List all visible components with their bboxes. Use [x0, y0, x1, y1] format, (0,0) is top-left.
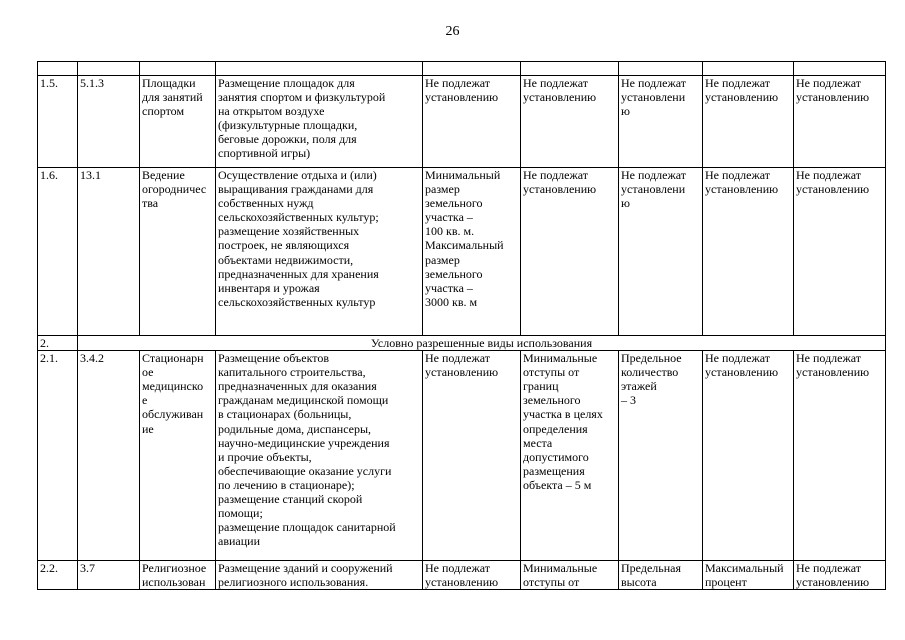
- header-cell: [216, 62, 423, 76]
- building-coverage-limits: Не подлежат установлению: [703, 76, 794, 168]
- setback-limits: Не подлежат установлению: [521, 168, 619, 336]
- floors-height-limits: Не подлежат установлени ю: [619, 76, 703, 168]
- zoning-regulations-table: [37, 61, 886, 590]
- plot-size-limits: Не подлежат установлению: [423, 351, 521, 561]
- header-cell: [78, 62, 140, 76]
- use-name: Ведение огородничес тва: [140, 168, 216, 336]
- setback-limits: Не подлежат установлению: [521, 76, 619, 168]
- header-cell: [423, 62, 521, 76]
- page-number: 26: [445, 24, 460, 39]
- table-row: [38, 561, 886, 590]
- use-code: 5.1.3: [78, 76, 140, 168]
- other-parameters: Не подлежат установлению: [794, 351, 886, 561]
- building-coverage-limits: Не подлежат установлению: [703, 168, 794, 336]
- use-name: Стационарн ое медицинско е обслуживан ие: [140, 351, 216, 561]
- use-code: 3.7: [78, 561, 140, 590]
- plot-size-limits: Минимальный размер земельного участка – 100 кв. м. Максимальный размер земельного участка – 3000 кв. м: [423, 168, 521, 336]
- table-row: [38, 76, 886, 168]
- building-coverage-limits: Не подлежат установлению: [703, 351, 794, 561]
- use-code: 13.1: [78, 168, 140, 336]
- row-number: 1.5.: [38, 76, 78, 168]
- header-cell: [703, 62, 794, 76]
- other-parameters: Не подлежат установлению: [794, 168, 886, 336]
- floors-height-limits: Предельное количество этажей – 3: [619, 351, 703, 561]
- building-coverage-limits: Максимальный процент: [703, 561, 794, 590]
- use-name: Религиозное использован: [140, 561, 216, 590]
- use-description: Размещение зданий и сооружений религиозного использования.: [216, 561, 423, 590]
- use-description: Осуществление отдыха и (или) выращивания гражданами для собственных нужд сельскохозяйственных культур; размещение хозяйственных построек, не являющихся объектами недвижимости, предназначенных для хранения инвентаря и урожая сельскохозяйственных культур: [216, 168, 423, 336]
- use-description: Размещение площадок для занятия спортом и физкультурой на открытом воздухе (физкультурные площадки, беговые дорожки, поля для спортивной игры): [216, 76, 423, 168]
- setback-limits: Минимальные отступы от: [521, 561, 619, 590]
- section-number: 2.: [38, 336, 78, 351]
- table-header-row: [38, 62, 886, 76]
- row-number: 2.1.: [38, 351, 78, 561]
- table-row: [38, 168, 886, 336]
- table-body: [38, 62, 886, 590]
- plot-size-limits: Не подлежат установлению: [423, 561, 521, 590]
- header-cell: [38, 62, 78, 76]
- header-cell: [619, 62, 703, 76]
- floors-height-limits: Не подлежат установлени ю: [619, 168, 703, 336]
- section-row: [38, 336, 886, 351]
- floors-height-limits: Предельная высота: [619, 561, 703, 590]
- other-parameters: Не подлежат установлению: [794, 561, 886, 590]
- setback-limits: Минимальные отступы от границ земельного участка в целях определения места допустимого размещения объекта – 5 м: [521, 351, 619, 561]
- row-number: 1.6.: [38, 168, 78, 336]
- other-parameters: Не подлежат установлению: [794, 76, 886, 168]
- plot-size-limits: Не подлежат установлению: [423, 76, 521, 168]
- header-cell: [521, 62, 619, 76]
- row-number: 2.2.: [38, 561, 78, 590]
- section-title: Условно разрешенные виды использования: [78, 336, 886, 351]
- use-name: Площадки для занятий спортом: [140, 76, 216, 168]
- header-cell: [794, 62, 886, 76]
- use-description: Размещение объектов капитального строительства, предназначенных для оказания гражданам медицинской помощи в стационарах (больницы, родильные дома, диспансеры, научно-медицинские учреждения и прочие объекты, обеспечивающие оказание услуги по лечению в стационаре); размещение станций скорой помощи; размещение площадок санитарной авиации: [216, 351, 423, 561]
- header-cell: [140, 62, 216, 76]
- use-code: 3.4.2: [78, 351, 140, 561]
- table-row: [38, 351, 886, 561]
